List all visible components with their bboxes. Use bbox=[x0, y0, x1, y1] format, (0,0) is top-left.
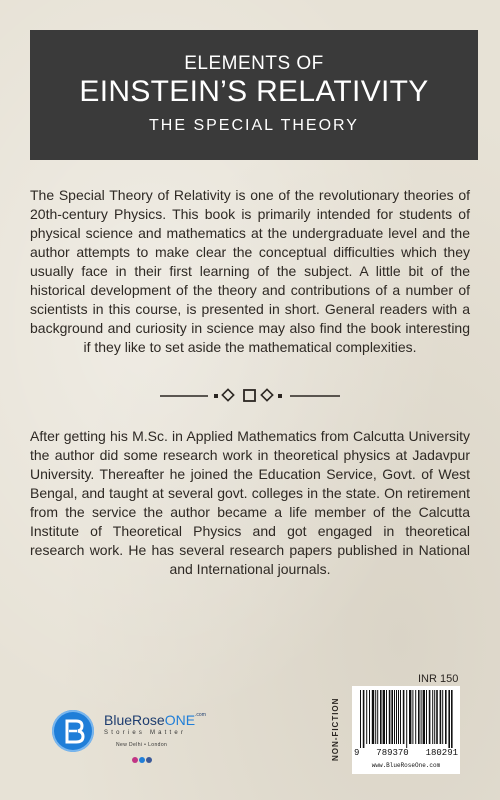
barcode-bar bbox=[418, 690, 420, 744]
barcode-bar bbox=[369, 690, 370, 744]
barcode-bar bbox=[415, 690, 416, 744]
title-line-1: ELEMENTS OF bbox=[184, 53, 324, 74]
barcode-bar bbox=[366, 690, 367, 744]
barcode-bar bbox=[434, 690, 435, 744]
barcode-bar bbox=[426, 690, 427, 744]
bluerose-b-logo-icon bbox=[52, 710, 94, 752]
facebook-icon bbox=[146, 757, 152, 763]
barcode-bar bbox=[421, 690, 422, 744]
barcode-bar bbox=[372, 690, 374, 744]
title-band bbox=[30, 30, 478, 160]
barcode-bar bbox=[403, 690, 405, 744]
author-bio: After getting his M.Sc. in Applied Mathematics from Calcutta University the author did some research work in theoretical physics at Jadavpur University. Thereafter he joined the Education Service, Govt. of West Bengal, and taught at several govt. colleges in the state. On retirement from the service the author became a life member of the Calcutta Institute of Theoretical Physics and got engaged in theoretical research work. He has several research papers published in National and International journals. bbox=[30, 428, 470, 577]
publisher-logo bbox=[52, 706, 242, 766]
isbn-lead-digit: 9 bbox=[354, 748, 360, 758]
twitter-icon bbox=[139, 757, 145, 763]
barcode-bar bbox=[386, 690, 387, 744]
book-subtitle: THE SPECIAL THEORY bbox=[149, 117, 359, 134]
barcode-bar bbox=[409, 690, 411, 744]
barcode-bar bbox=[400, 690, 401, 744]
price-label: INR 150 bbox=[418, 673, 459, 685]
barcode-bar bbox=[389, 690, 391, 744]
barcode-bar bbox=[432, 690, 433, 744]
instagram-icon bbox=[132, 757, 138, 763]
barcode-bar bbox=[440, 690, 442, 744]
barcode-bar bbox=[391, 690, 393, 744]
barcode-bar bbox=[396, 690, 397, 744]
book-title: EINSTEIN’S RELATIVITY bbox=[79, 75, 429, 108]
barcode-bar bbox=[375, 690, 376, 744]
barcode-bar bbox=[448, 690, 450, 748]
book-blurb: The Special Theory of Relativity is one of the revolutionary theories of 20th-century Physics. This book is primarily intended for students of physical science and mathematics at the undergraduate level and the author attempts to make clear the conceptual difficulties which they usually face in their first learning of the subject. A little bit of the historical development of the theory and contributions of a number of scientists in this course, is presented in short. General readers with a background and curiosity in science may also find the book interesting if they like to set aside the mathematical complexities. bbox=[30, 187, 470, 355]
barcode-bar bbox=[406, 690, 407, 748]
barcode-bar bbox=[377, 690, 378, 744]
barcode-bar bbox=[436, 690, 438, 744]
barcode-bars-icon bbox=[352, 686, 460, 748]
barcode-bar bbox=[442, 690, 443, 744]
publisher-tagline: Stories Matter bbox=[104, 730, 187, 736]
social-icons bbox=[132, 750, 153, 758]
isbn-group-2: 180291 bbox=[425, 748, 458, 758]
barcode-bar bbox=[363, 690, 365, 748]
barcode-bar bbox=[380, 690, 382, 744]
barcode-bar bbox=[412, 690, 413, 744]
publisher-name bbox=[104, 712, 206, 728]
barcode-bar bbox=[429, 690, 431, 744]
barcode-bar bbox=[451, 690, 453, 748]
publisher-name-suffix: .com bbox=[195, 712, 206, 718]
isbn-group-1: 789370 bbox=[376, 748, 409, 758]
barcode-bar bbox=[398, 690, 399, 744]
barcode-bar bbox=[394, 690, 395, 744]
publisher-cities: New Delhi • London bbox=[116, 742, 168, 748]
genre-label: NON-FICTION bbox=[331, 697, 340, 761]
barcode-bar bbox=[360, 690, 361, 748]
barcode-url: www.BlueRoseOne.com bbox=[371, 762, 441, 769]
barcode-bar bbox=[423, 690, 425, 744]
publisher-name-part2: ONE bbox=[164, 712, 196, 728]
isbn-barcode bbox=[352, 686, 460, 774]
publisher-name-part1: BlueRose bbox=[104, 712, 165, 728]
ornament-divider-icon bbox=[160, 386, 340, 406]
barcode-bar bbox=[383, 690, 385, 744]
isbn-digits bbox=[354, 748, 458, 758]
barcode-bar bbox=[445, 690, 447, 744]
